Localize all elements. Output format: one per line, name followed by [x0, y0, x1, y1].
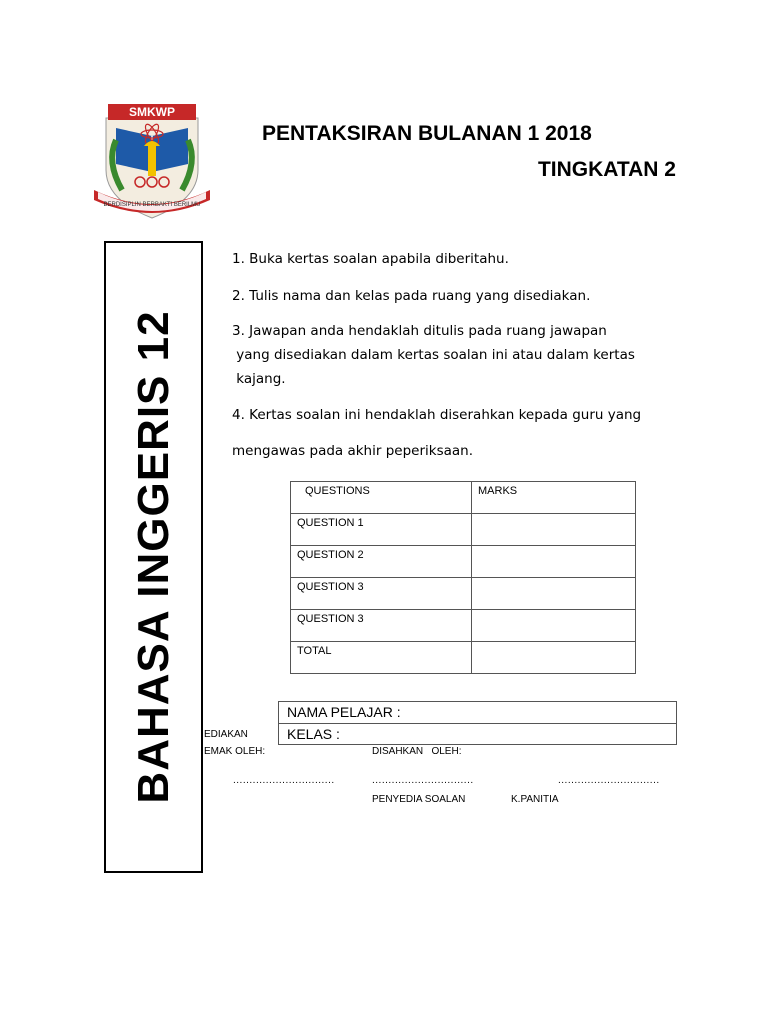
instruction-3-line-2: yang disediakan dalam kertas soalan ini atau dalam kertas — [232, 347, 635, 363]
marks-cell — [472, 514, 636, 546]
signature-line-2: ............................... — [372, 775, 474, 786]
table-row — [291, 610, 636, 642]
instruction-4-line-2: mengawas pada akhir peperiksaan. — [232, 443, 474, 459]
instruction-2: 2. Tulis nama dan kelas pada ruang yang disediakan. — [232, 288, 591, 304]
instruction-3-line-3: kajang. — [232, 371, 286, 387]
question-cell: QUESTION 3 — [291, 610, 472, 642]
total-cell: TOTAL — [291, 642, 472, 674]
signature-line-1: ............................... — [233, 775, 335, 786]
approved-by-label: DISAHKAN OLEH: — [372, 746, 462, 757]
exam-form-level: TINGKATAN 2 — [537, 158, 676, 181]
subject-title: BAHASA INGGERIS 12 — [128, 310, 178, 804]
logo-banner-text: SMKWP — [129, 105, 175, 119]
student-info-box — [278, 701, 677, 745]
instruction-1: 1. Buka kertas soalan apabila diberitahu. — [232, 251, 509, 267]
marks-table — [290, 481, 636, 674]
subject-box — [104, 241, 203, 873]
student-name-field[interactable]: NAMA PELAJAR : — [279, 702, 676, 724]
marks-cell — [472, 546, 636, 578]
table-row — [291, 578, 636, 610]
instruction-3-line-1: 3. Jawapan anda hendaklah ditulis pada ruang jawapan — [232, 323, 607, 339]
student-class-field[interactable]: KELAS : — [287, 726, 340, 742]
setter-label: PENYEDIA SOALAN — [372, 794, 466, 805]
school-crest-icon — [86, 100, 218, 224]
panel-head-label: K.PANITIA — [511, 794, 559, 805]
signature-line-3: ............................... — [558, 775, 660, 786]
marks-cell — [472, 578, 636, 610]
column-header-questions: QUESTIONS — [291, 482, 472, 514]
table-row — [291, 642, 636, 674]
table-row — [291, 514, 636, 546]
svg-text:BERDISIPLIN BERBAKTI BERIL: BERDISIPLIN BERBAKTI BERILMU — [103, 202, 201, 208]
table-row — [291, 546, 636, 578]
instruction-4-line-1: 4. Kertas soalan ini hendaklah diserahkan kepada guru yang — [232, 407, 642, 423]
prepared-by-label: EDIAKAN — [204, 729, 248, 740]
exam-title: PENTAKSIRAN BULANAN 1 2018 — [262, 122, 592, 145]
checked-by-label: EMAK OLEH: — [204, 746, 266, 757]
total-marks-cell — [472, 642, 636, 674]
question-cell: QUESTION 2 — [291, 546, 472, 578]
school-logo — [86, 100, 218, 224]
table-header-row — [291, 482, 636, 514]
column-header-marks: MARKS — [472, 482, 636, 514]
question-cell: QUESTION 1 — [291, 514, 472, 546]
marks-cell — [472, 610, 636, 642]
question-cell: QUESTION 3 — [291, 578, 472, 610]
